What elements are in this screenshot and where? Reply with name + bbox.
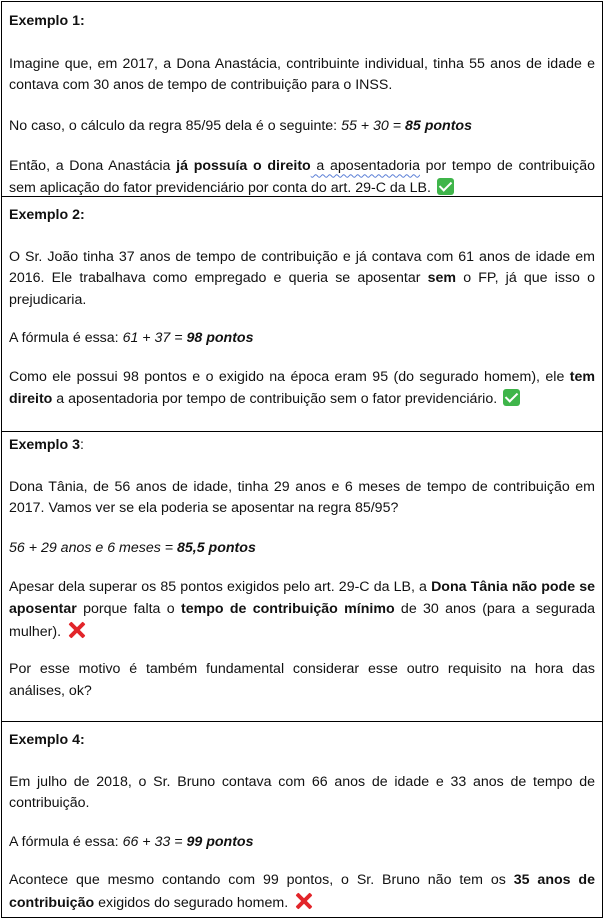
cross-icon: [68, 621, 86, 639]
example-2-paragraph-3: Como ele possui 98 pontos e o exigido na época eram 95 (do segurado homem), ele tem direito a aposentadoria por tempo de contribuição sem o fator previdenciário.: [9, 368, 595, 407]
example-4-title: Exemplo 4:: [9, 732, 85, 748]
example-3-paragraph-1: Dona Tânia, de 56 anos de idade, tinha 29 anos e 6 meses de tempo de contribuição em 2017. Vamos ver se ela poderia se aposentar na regra 85/95?: [9, 478, 595, 517]
example-3-paragraph-2: 56 + 29 anos e 6 meses = 85,5 pontos: [9, 539, 256, 556]
example-3-paragraph-4: Por esse motivo é também fundamental considerar esse outro requisito na hora das análises, ok?: [9, 661, 595, 699]
example-1-paragraph-1: Imagine que, em 2017, a Dona Anastácia, contribuinte individual, tinha 55 anos de idade e contava com 30 anos de tempo de contribuição para o INSS.: [9, 55, 595, 94]
example-1-title: Exemplo 1:: [9, 13, 85, 29]
example-3-paragraph-3: Apesar dela superar os 85 pontos exigidos pelo art. 29-C da LB, a Dona Tânia não pode se aposentar porque falta o tempo de contribuição mínimo de 30 anos (para a segurada mulher).: [9, 579, 596, 640]
check-icon: [437, 178, 454, 195]
example-4-paragraph-2: A fórmula é essa: 66 + 33 = 99 pontos: [9, 833, 254, 850]
cross-icon: [295, 892, 313, 910]
example-3-title: Exemplo 3:: [9, 437, 84, 453]
example-2-paragraph-2: A fórmula é essa: 61 + 37 = 98 pontos: [9, 330, 254, 347]
examples-table: [1, 1, 603, 918]
example-1-paragraph-3: Então, a Dona Anastácia já possuía o direito a aposentadoria por tempo de contribuição sem aplicação do fator previdenciário por conta do art. 29-C da LB.: [9, 158, 595, 196]
example-3-cell: [1, 431, 603, 722]
example-4-cell: [1, 721, 603, 918]
example-2-title: Exemplo 2:: [9, 207, 85, 223]
example-1-cell: [1, 1, 603, 197]
example-2-cell: [1, 196, 603, 432]
example-4-paragraph-3: Acontece que mesmo contando com 99 pontos, o Sr. Bruno não tem os 35 anos de contribuição exigidos do segurado homem.: [9, 872, 595, 911]
example-4-paragraph-1: Em julho de 2018, o Sr. Bruno contava com 66 anos de idade e 33 anos de tempo de contribuição.: [9, 773, 595, 812]
example-1-paragraph-2: No caso, o cálculo da regra 85/95 dela é o seguinte: 55 + 30 = 85 pontos: [9, 117, 472, 134]
example-2-paragraph-1: O Sr. João tinha 37 anos de tempo de contribuição e já contava com 61 anos de idade em 2016. Ele trabalhava como empregado e queria se aposentar sem o FP, já que isso o prejudicaria.: [9, 248, 595, 308]
check-icon: [503, 389, 520, 406]
